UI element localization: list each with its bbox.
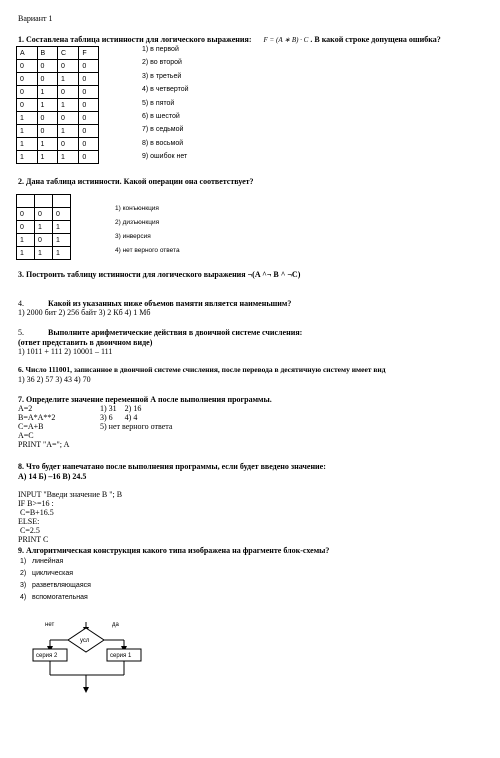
q7-option-line: 5) нет верного ответа	[100, 422, 173, 431]
q1-answer-option: 7) в седьмой	[142, 126, 184, 134]
q3-title: 3. Построить таблицу истинности для логического выражения ¬(A ^¬ B ^ ¬C)	[18, 270, 301, 279]
series1-label: серия 1	[110, 653, 132, 659]
series2-label: серия 2	[36, 653, 58, 659]
q8-code-line: ELSE:	[18, 517, 40, 526]
q2-cell: 0	[17, 208, 35, 221]
q5-answers: 1) 1011 + 111 2) 10001 – 111	[18, 347, 113, 356]
q6-answers: 1) 36 2) 57 3) 43 4) 70	[18, 375, 91, 384]
q7-option-line: 1) 31 2) 16	[100, 404, 142, 413]
q4-num: 4.	[18, 299, 24, 308]
q1-cell: 1	[17, 151, 38, 164]
q5-note: (ответ представить в двоичном виде)	[18, 338, 153, 347]
q8-code-line: INPUT "Введи значение В "; B	[18, 490, 123, 499]
q1-cell: 0	[37, 73, 58, 86]
q1-cell: 0	[17, 86, 38, 99]
q8-code-line: C=2.5	[18, 526, 40, 535]
q1-cell: 0	[79, 60, 99, 73]
q2-cell: 1	[17, 247, 35, 260]
q9-title: 9. Алгоритмическая конструкция какого типа изображена на фрагменте блок-схемы?	[18, 546, 330, 555]
q1-answer-option: 8) в восьмой	[142, 139, 184, 147]
q5-text: Выполните арифметические действия в двоичной системе счисления:	[48, 328, 303, 337]
q2-cell: 0	[35, 208, 53, 221]
q7-title: 7. Определите значение переменной А после выполнения программы.	[18, 395, 272, 404]
q8-values: А) 14 Б) –16 В) 24.5	[18, 472, 87, 481]
q6-title: 6. Число 111001, записанное в двоичной системе счисления, после перевода в десятичную систему имеет вид	[18, 365, 386, 374]
q2-cell: 0	[53, 208, 71, 221]
q1-cell: 0	[58, 138, 79, 151]
q4-answers: 1) 2000 бит 2) 256 байт 3) 2 Кб 4) 1 Мб	[18, 308, 151, 317]
q1-cell: 0	[79, 99, 99, 112]
q9-answer-option: 4) вспомогательная	[20, 594, 88, 601]
q7-option-line: 3) 6 4) 4	[100, 413, 138, 422]
q2-cell: 0	[35, 234, 53, 247]
q2-cell: 1	[35, 221, 53, 234]
q1-cell: 0	[37, 60, 58, 73]
q9-answer-option: 3) разветвляющаяся	[20, 582, 91, 589]
q1-cell: 0	[79, 125, 99, 138]
q1-cell: 0	[79, 73, 99, 86]
q1-cell: 1	[17, 138, 38, 151]
q1-cell: 0	[37, 112, 58, 125]
q2-answer-option: 1) конъюнкция	[115, 205, 159, 212]
q2-cell: 1	[53, 234, 71, 247]
q9-answer-option: 1) линейная	[20, 558, 64, 565]
q1-header-cell: F	[79, 47, 99, 60]
q2-cell: 1	[35, 247, 53, 260]
q1-answer-option: 6) в шестой	[142, 112, 180, 120]
q8-code-line: IF B>=16 :	[18, 499, 54, 508]
q1-title-text: 1. Составлена таблица истинности для логического выражения:	[18, 35, 252, 44]
q7-code-line: B=A*A**2	[18, 413, 56, 422]
q2-answer-option: 2) дизъюнкция	[115, 219, 160, 226]
q1-cell: 0	[58, 86, 79, 99]
q7-code-line: PRINT "A="; A	[18, 440, 70, 449]
q1-cell: 1	[17, 112, 38, 125]
cond-label: усл	[80, 638, 90, 644]
q8-code-line: PRINT C	[18, 535, 49, 544]
q1-answer-option: 1) в первой	[142, 46, 179, 53]
q1-header-cell: C	[58, 47, 79, 60]
q1-cell: 0	[79, 138, 99, 151]
q1-cell: 1	[37, 151, 58, 164]
q1-answer-option: 3) в третьей	[142, 72, 182, 80]
q1-cell: 1	[37, 138, 58, 151]
q1-cell: 0	[79, 86, 99, 99]
q1-cell: 1	[58, 73, 79, 86]
q7-code-line: A=C	[18, 431, 34, 440]
q1-cell: 0	[58, 112, 79, 125]
q1-cell: 1	[58, 151, 79, 164]
q1-cell: 0	[17, 73, 38, 86]
yes-label: да	[112, 622, 119, 628]
q2-cell: 1	[17, 234, 35, 247]
q1-formula: F = (A ∗ B) · C	[263, 36, 309, 44]
q2-answer-option: 3) инверсия	[115, 233, 151, 240]
q7-code-line: A=2	[18, 404, 33, 413]
q1-header-cell: A	[17, 47, 38, 60]
q1-cell: 0	[17, 99, 38, 112]
q1-cell: 0	[79, 151, 99, 164]
q1-answer-option: 5) в пятой	[142, 99, 175, 107]
q1-cell: 1	[37, 86, 58, 99]
q1-answer-option: 9) ошибок нет	[142, 153, 188, 161]
q8-title: 8. Что будет напечатано после выполнения программы, если будет введено значение:	[18, 462, 326, 471]
no-label: нет	[45, 622, 55, 628]
q4-text: Какой из указанных ниже объемов памяти является наименьшим?	[48, 299, 292, 308]
q2-cell: 0	[17, 221, 35, 234]
q2-cell: 1	[53, 221, 71, 234]
q1-cell: 1	[58, 99, 79, 112]
q1-title-end: . В какой строке допущена ошибка?	[310, 35, 441, 44]
q1-cell: 0	[58, 60, 79, 73]
q7-code-line: C=A+B	[18, 422, 44, 431]
q1-cell: 1	[17, 125, 38, 138]
q1-cell: 1	[37, 99, 58, 112]
q1-answer-option: 4) в четвертой	[142, 86, 189, 94]
q9-answer-option: 2) циклическая	[20, 570, 74, 577]
q1-cell: 0	[37, 125, 58, 138]
q1-answer-option: 2) во второй	[142, 59, 182, 67]
q1-header-cell: B	[37, 47, 58, 60]
variant-title: Вариант 1	[18, 14, 53, 23]
q1-cell: 1	[58, 125, 79, 138]
q2-title: 2. Дана таблица истинности. Какой операции она соответствует?	[18, 177, 254, 186]
q2-cell: 1	[53, 247, 71, 260]
q1-cell: 0	[17, 60, 38, 73]
q5-num: 5.	[18, 328, 24, 337]
q8-code-line: C=B+16.5	[18, 508, 54, 517]
q1-cell: 0	[79, 112, 99, 125]
q2-answer-option: 4) нет верного ответа	[115, 247, 180, 254]
